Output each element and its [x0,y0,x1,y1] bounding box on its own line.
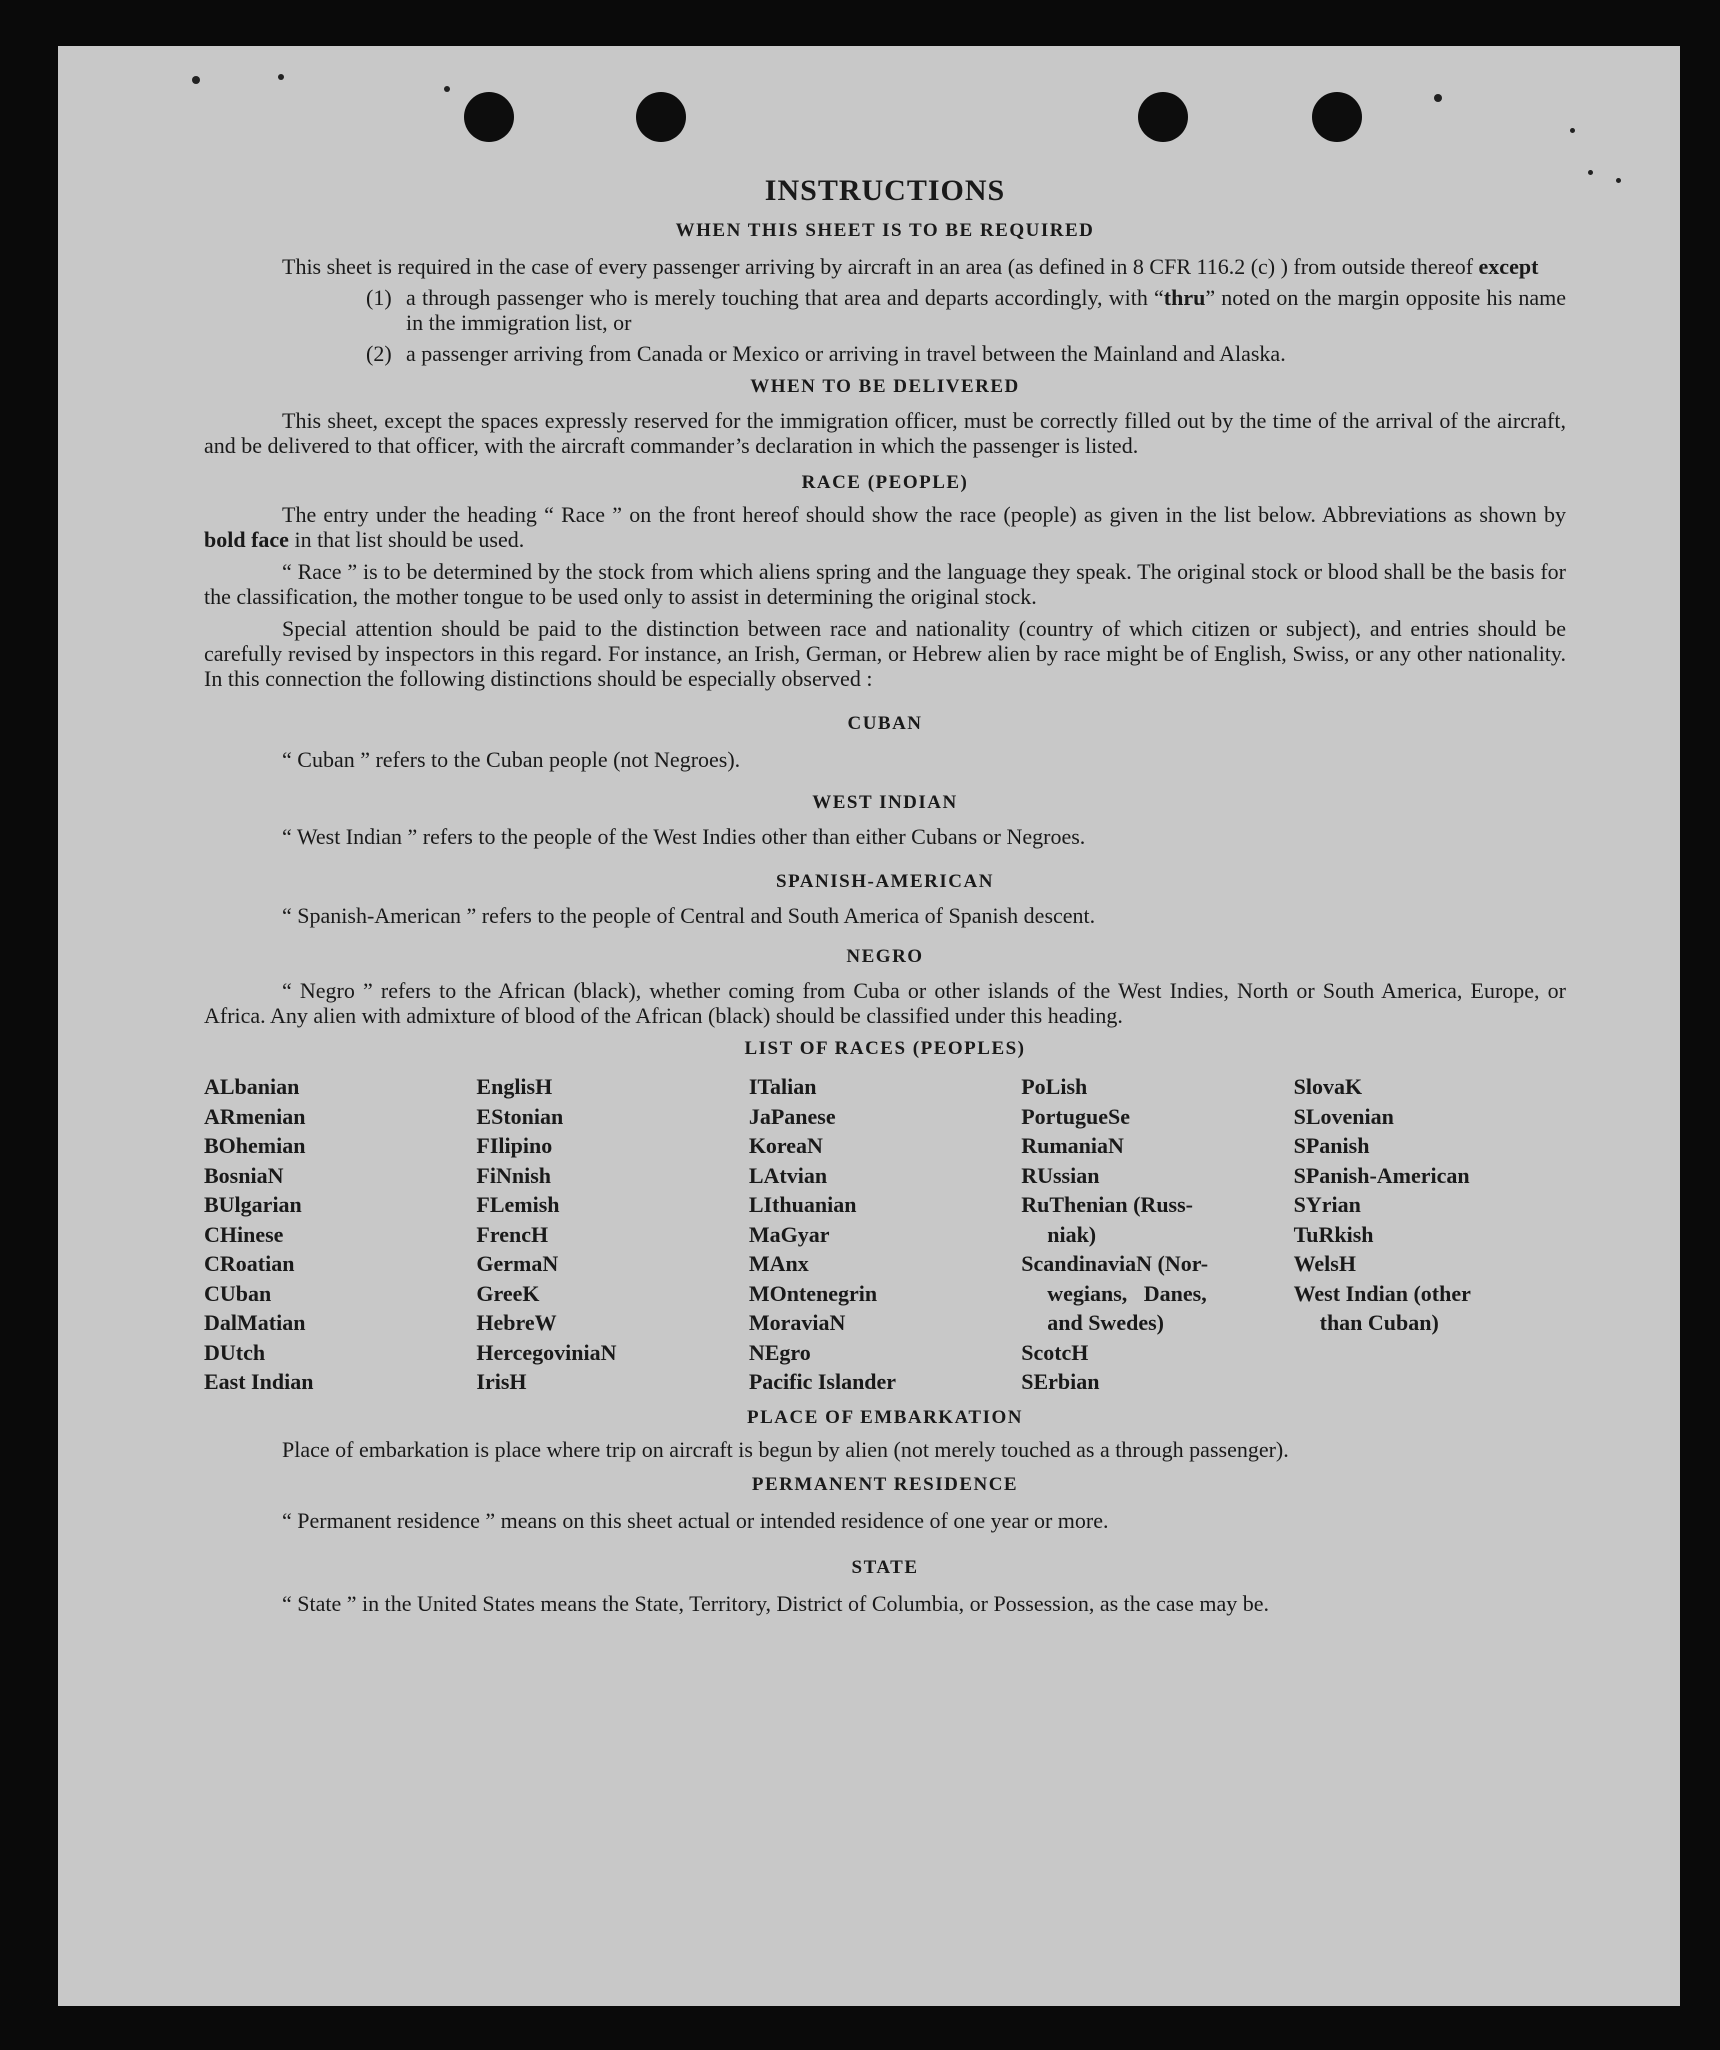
race-entry: CRoatian [204,1251,295,1276]
heading-place-of-embarkation: PLACE OF EMBARKATION [747,1406,1023,1428]
race-entry: WelsH [1293,1251,1356,1276]
races-column-1 [204,1072,476,1397]
race-entry: MOntenegrin [748,1280,878,1306]
item-text: a passenger arriving from Canada or Mexico or arriving in travel between the Mainland and Alaska. [406,341,1286,366]
race-entry: TuRkish [1293,1221,1374,1247]
heading-negro: NEGRO [846,946,924,967]
race-entry: SPanish [1293,1133,1370,1158]
race-entry: West Indian (other [1293,1280,1471,1306]
required-text: This sheet is required in the case of every passenger arriving by aircraft in an area (as defined in 8 CFR 116.2 (c) ) from outside thereof [282,254,1474,279]
heading-permanent-residence: PERMANENT RESIDENCE [751,1473,1019,1495]
race-entry: BUlgarian [204,1192,302,1217]
punch-hole [636,92,686,142]
embarkation-text: Place of embarkation is place where trip on aircraft is begun by alien (not merely touched as a through passenger). [282,1436,1289,1462]
race-entry: LIthuanian [748,1192,857,1217]
races-column-3 [749,1072,1021,1397]
race-entry: CUban [204,1280,272,1306]
heading-when-delivered: WHEN TO BE DELIVERED [750,376,1020,397]
item-number: (2) [366,341,392,366]
race-entry: JaPanese [748,1103,836,1129]
required-paragraph [204,254,1566,279]
races-column-2 [476,1072,748,1397]
race-entry: SLovenian [1293,1103,1394,1129]
race-entry: FrencH [476,1221,549,1247]
item-text: a through passenger who is merely touching that area and departs accordingly, with “thru” noted on the margin opposite his name in the immigration list, or [406,285,1566,335]
race-entry-continued: niak) [1047,1221,1097,1247]
race-entry: RuThenian (Russ- [1021,1192,1193,1217]
race-paragraph-3: Special attention should be paid to the distinction between race and nationality (country of which citizen or subject), and entries should be carefully revised by inspectors in this regard. For instance, an Irish, German, or Hebrew alien by race might be of English, Swiss, or any other nationality. In this connection the following distinctions should be especially observed : [204,616,1566,691]
race-entry: MaGyar [748,1221,830,1247]
speck [1588,170,1593,175]
punch-hole [464,92,514,142]
race-entry: ITalian [748,1074,817,1099]
race-entry: IrisH [476,1369,527,1394]
cuban-text: “ Cuban ” refers to the Cuban people (not Negroes). [282,747,741,772]
race-entry: EStonian [476,1103,564,1129]
spanish-american-text: “ Spanish-American ” refers to the people of Central and South America of Spanish descent. [282,903,1096,928]
race-entry: HercegoviniaN [476,1339,617,1365]
race-entry-continued: and Swedes) [1047,1310,1164,1335]
races-column-5 [1294,1072,1566,1397]
race-entry: GreeK [476,1280,540,1306]
residence-text: “ Permanent residence ” means on this sheet actual or intended residence of one year or more. [282,1507,1109,1533]
race-paragraph-2: “ Race ” is to be determined by the stock from which aliens spring and the language they speak. The original stock or blood shall be the basis for the classification, the mother tongue to be used only to assist in determining the original stock. [204,559,1566,609]
heading-spanish-american: SPANISH-AMERICAN [776,871,994,892]
races-column-4 [1021,1072,1293,1397]
punch-hole [1138,92,1188,142]
exception-item-1 [366,285,1566,335]
race-entry-continued: than Cuban) [1319,1310,1439,1335]
race-entry: SErbian [1021,1369,1100,1394]
race-entry: MAnx [748,1251,809,1276]
speck [1616,178,1621,183]
race-entry: Pacific Islander [748,1369,897,1394]
document-sheet [58,46,1680,2006]
item-number: (1) [366,285,392,310]
bold-face-text: bold face [204,527,289,552]
race-entry: ALbanian [204,1074,300,1099]
race-entry: CHinese [204,1221,284,1247]
race-entry: SlovaK [1293,1074,1363,1099]
race-entry: East Indian [204,1369,314,1394]
race-entry: ARmenian [204,1103,306,1129]
race-entry: BosniaN [204,1162,284,1188]
speck [444,86,450,92]
race-entry: PortugueSe [1021,1103,1130,1129]
race-paragraph-1: The entry under the heading “ Race ” on the front hereof should show the race (people) as given in the list below. Abbreviations as shown by bold face in that list should be used. [204,502,1566,552]
speck [1570,128,1575,133]
west-indian-text: “ West Indian ” refers to the people of the West Indies other than either Cubans or Negroes. [282,824,1086,849]
race-entry: DalMatian [204,1310,306,1335]
race-entry: NEgro [748,1339,811,1365]
negro-text: “ Negro ” refers to the African (black), whether coming from Cuba or other islands of the West Indies, North or South America, Europe, or Africa. Any alien with admixture of blood of the African (black) should be classified under this heading. [204,978,1566,1028]
delivered-paragraph: This sheet, except the spaces expressly reserved for the immigration officer, must be correctly filled out by the time of the arrival of the aircraft, and be delivered to that officer, with the aircraft commander’s declaration in which the passenger is listed. [204,408,1566,458]
race-entry: ScandinaviaN (Nor- [1021,1251,1209,1276]
race-entry: DUtch [204,1339,266,1365]
state-text: “ State ” in the United States means the State, Territory, District of Columbia, or Possession, as the case may be. [282,1590,1270,1616]
heading-cuban: CUBAN [847,713,923,734]
race-entry: EnglisH [476,1074,553,1099]
race-entry: FLemish [476,1192,560,1217]
race-entry: KoreaN [748,1133,823,1158]
race-entry: SYrian [1293,1192,1361,1217]
race-entry: ScotcH [1021,1339,1089,1365]
heading-list-of-races: LIST OF RACES (PEOPLES) [744,1038,1026,1059]
race-entry: GermaN [476,1251,559,1276]
race-entry: LAtvian [748,1162,828,1188]
heading-west-indian: WEST INDIAN [812,792,958,813]
exception-item-2 [366,341,1566,366]
speck [1434,94,1442,102]
race-entry: FIlipino [476,1133,553,1158]
instructions-content [204,174,1566,1616]
race-entry: PoLish [1021,1074,1088,1099]
punch-hole [1312,92,1362,142]
race-entry: SPanish-American [1293,1162,1470,1188]
heading-state: STATE [851,1556,919,1578]
race-entry-continued: wegians, Danes, [1047,1280,1207,1306]
except-bold: except [1478,254,1539,279]
heading-race: RACE (PEOPLE) [801,472,969,493]
heading-when-required: WHEN THIS SHEET IS TO BE REQUIRED [675,220,1095,241]
race-entry: FiNnish [476,1162,551,1188]
speck [278,74,284,80]
page-title: INSTRUCTIONS [764,174,1006,207]
race-entry: HebreW [476,1310,557,1335]
races-list [204,1072,1566,1397]
thru-bold: thru [1163,285,1206,310]
speck [192,76,200,84]
race-entry: MoraviaN [748,1310,846,1335]
race-entry: RumaniaN [1021,1133,1124,1158]
race-entry: BOhemian [204,1133,306,1158]
race-entry: RUssian [1021,1162,1100,1188]
